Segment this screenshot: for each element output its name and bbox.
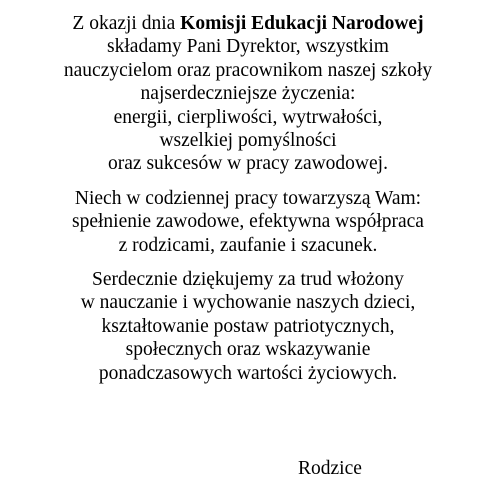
text-line — [0, 12, 496, 35]
line-prefix: Z okazji dnia — [72, 13, 181, 34]
text-line: Serdecznie dziękujemy za trud włożony — [92, 269, 404, 291]
text-line: kształtowanie postaw patriotycznych, — [101, 315, 395, 337]
paragraph-wishes — [0, 12, 496, 176]
text-line: składamy Pani Dyrektor, wszystkim — [107, 36, 389, 58]
text-line: z rodzicami, zaufanie i szacunek. — [118, 234, 378, 256]
signature: Rodzice — [298, 458, 362, 479]
text-line: wszelkiej pomyślności — [159, 130, 337, 152]
greeting-document — [0, 12, 496, 385]
text-line: społecznych oraz wskazywanie — [125, 339, 371, 361]
text-line: Niech w codziennej pracy towarzyszą Wam: — [74, 187, 422, 209]
text-line: w nauczanie i wychowanie naszych dzieci, — [80, 292, 416, 314]
text-line: najserdeczniejsze życzenia: — [140, 83, 356, 105]
text-line: ponadczasowych wartości życiowych. — [98, 362, 398, 384]
occasion-name: Komisji Edukacji Narodowej — [180, 13, 424, 34]
text-line: nauczycielom oraz pracownikom naszej szkoły — [63, 59, 433, 81]
paragraph-thanks — [0, 268, 496, 385]
text-line: spełnienie zawodowe, efektywna współpraca — [72, 211, 424, 233]
paragraph-daily-work — [0, 187, 496, 257]
text-line: oraz sukcesów w pracy zawodowej. — [108, 153, 388, 175]
text-line: energii, cierpliwości, wytrwałości, — [113, 106, 383, 128]
